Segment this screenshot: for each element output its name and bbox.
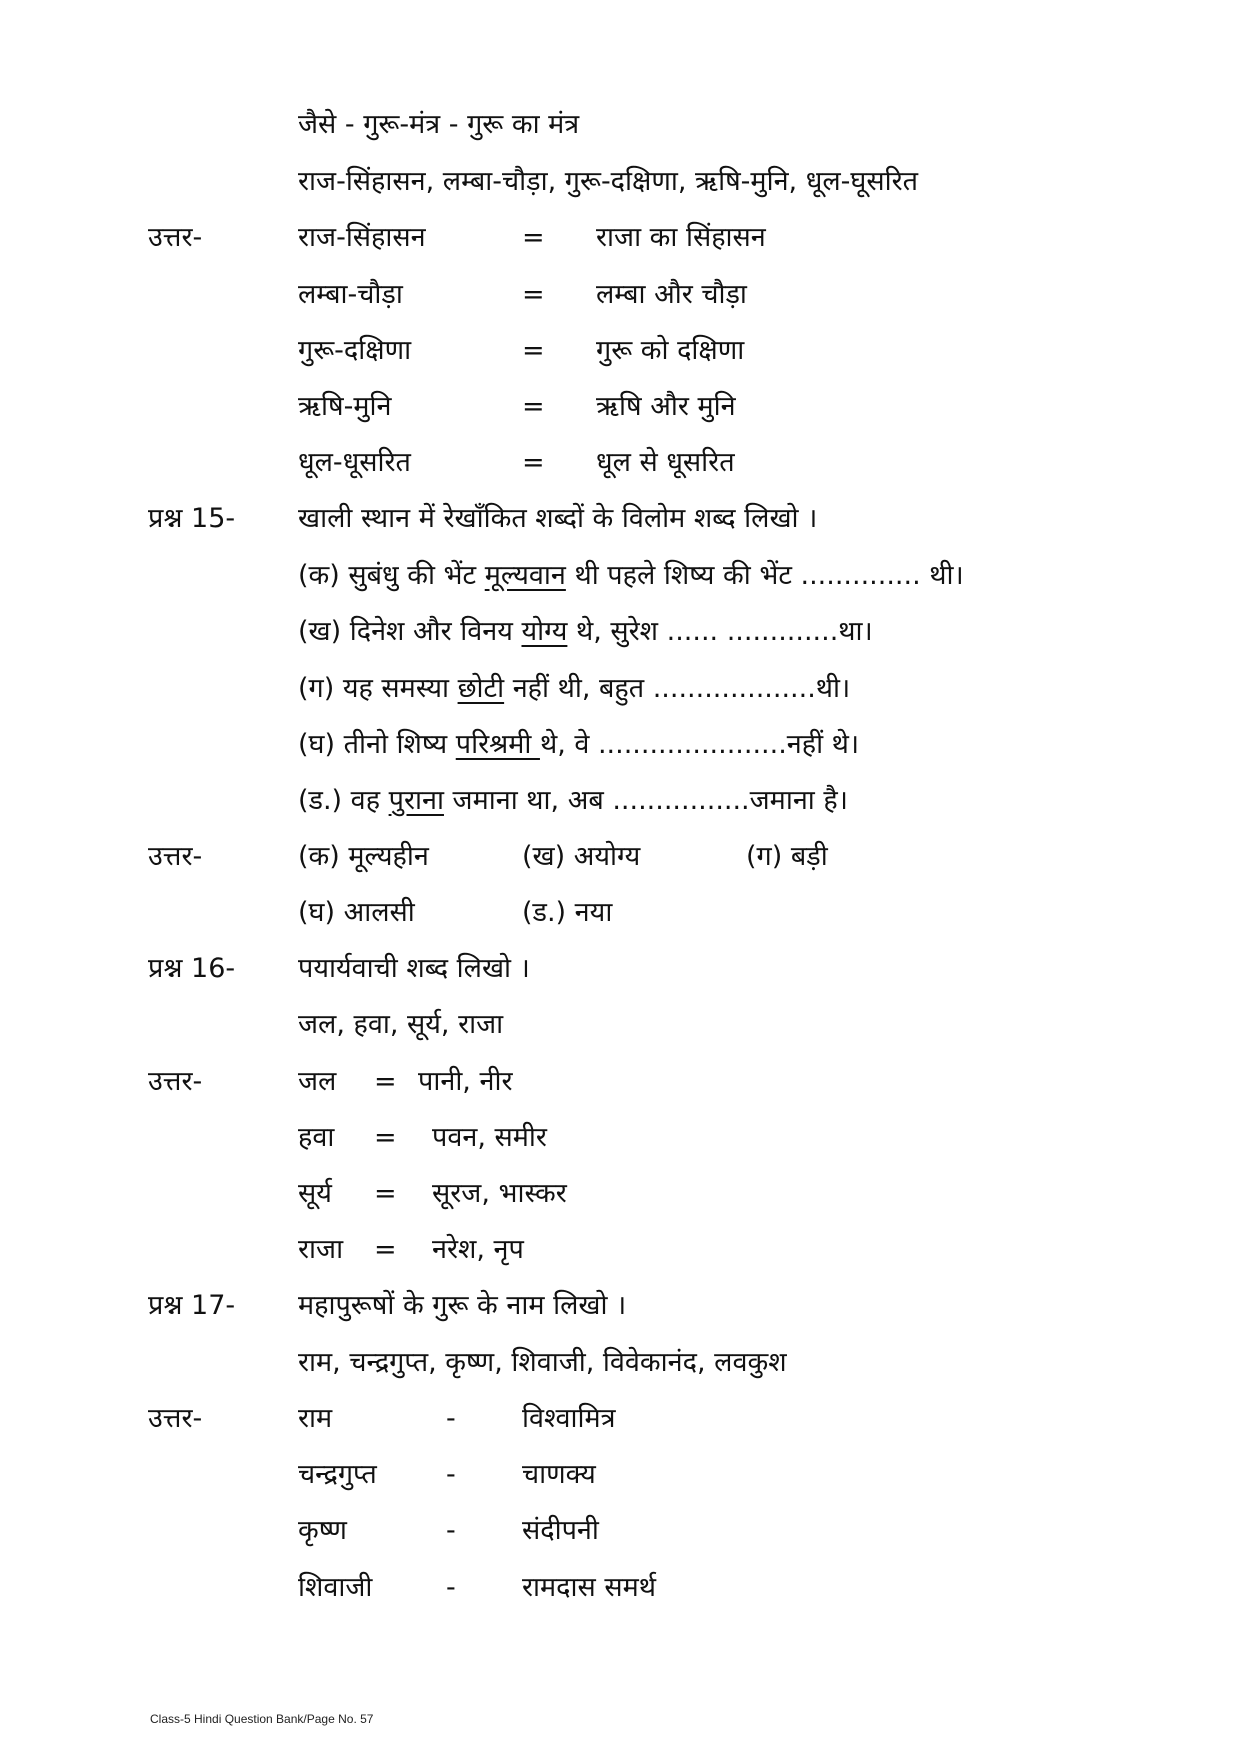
- equals-sign: =: [374, 1066, 397, 1097]
- equals-sign: =: [522, 391, 545, 422]
- fill-blank-item: (क) सुबंधु की भेंट मूल्यवान थी पहले शिष्य की भेंट .............. थी।: [298, 560, 964, 591]
- answer-word: राम: [298, 1403, 333, 1434]
- antonym-answer: (ड.) नया: [522, 897, 613, 928]
- answer-meaning: राजा का सिंहासन: [596, 222, 766, 253]
- question-text: खाली स्थान में रेखाँकित शब्दों के विलोम शब्द लिखो ।: [298, 503, 818, 534]
- answer-word: राजा: [298, 1234, 344, 1265]
- answer-meaning: लम्बा और चौड़ा: [596, 279, 747, 310]
- equals-sign: =: [522, 447, 545, 478]
- answer-word: राज-सिंहासन: [298, 222, 426, 253]
- answer-word: शिवाजी: [298, 1572, 373, 1603]
- synonym-answer: सूरज, भास्कर: [432, 1178, 567, 1209]
- antonym-answer: (ख) अयोग्य: [522, 841, 641, 872]
- equals-sign: =: [374, 1234, 397, 1265]
- question-label: प्रश्न 15-: [148, 503, 236, 534]
- answer-word: लम्बा-चौड़ा: [298, 279, 403, 310]
- answer-word: ऋषि-मुनि: [298, 391, 392, 422]
- guru-answer: रामदास समर्थ: [522, 1572, 656, 1603]
- dash-separator: -: [446, 1403, 456, 1434]
- answer-word: सूर्य: [298, 1178, 332, 1209]
- question-text: महापुरूषों के गुरू के नाम लिखो ।: [298, 1290, 627, 1321]
- dash-separator: -: [446, 1459, 456, 1490]
- synonym-answer: पवन, समीर: [432, 1122, 547, 1153]
- underlined-word: पुराना: [388, 785, 444, 816]
- answer-label: उत्तर-: [148, 1403, 203, 1434]
- question-words: राम, चन्द्रगुप्त, कृष्ण, शिवाजी, विवेकानंद, लवकुश: [298, 1347, 787, 1378]
- answer-word: हवा: [298, 1122, 335, 1153]
- fill-blank-item: (ख) दिनेश और विनय योग्य थे, सुरेश ...... .............था।: [298, 616, 873, 647]
- guru-answer: चाणक्य: [522, 1459, 596, 1490]
- underlined-word: मूल्यवान: [484, 560, 566, 591]
- question-text: पयार्यवाची शब्द लिखो ।: [298, 953, 530, 984]
- underlined-word: योग्य: [521, 616, 568, 647]
- answer-label: उत्तर-: [148, 1066, 203, 1097]
- equals-sign: =: [374, 1178, 397, 1209]
- answer-meaning: धूल से धूसरित: [596, 447, 735, 478]
- answer-word: धूल-धूसरित: [298, 447, 411, 478]
- answer-label: उत्तर-: [148, 222, 203, 253]
- answer-word: गुरू-दक्षिणा: [298, 335, 412, 366]
- compound-words-line: राज-सिंहासन, लम्बा-चौड़ा, गुरू-दक्षिणा, ऋषि-मुनि, धूल-घूसरित: [298, 166, 919, 197]
- answer-label: उत्तर-: [148, 841, 203, 872]
- antonym-answer: (ग) बड़ी: [746, 841, 828, 872]
- synonym-answer: पानी, नीर: [418, 1066, 513, 1097]
- example-line: जैसे - गुरू-मंत्र - गुरू का मंत्र: [298, 109, 580, 140]
- answer-meaning: ऋषि और मुनि: [596, 391, 736, 422]
- dash-separator: -: [446, 1572, 456, 1603]
- answer-meaning: गुरू को दक्षिणा: [596, 335, 745, 366]
- synonym-answer: नरेश, नृप: [432, 1234, 524, 1265]
- antonym-answer: (घ) आलसी: [298, 897, 415, 928]
- guru-answer: विश्वामित्र: [522, 1403, 616, 1434]
- equals-sign: =: [522, 222, 545, 253]
- question-words: जल, हवा, सूर्य, राजा: [298, 1009, 504, 1040]
- answer-word: कृष्ण: [298, 1515, 347, 1546]
- question-label: प्रश्न 17-: [148, 1290, 236, 1321]
- equals-sign: =: [522, 279, 545, 310]
- underlined-word: परिश्रमी: [455, 729, 540, 760]
- antonym-answer: (क) मूल्यहीन: [298, 841, 429, 872]
- fill-blank-item: (ड.) वह पुराना जमाना था, अब ................जमाना है।: [298, 785, 848, 816]
- dash-separator: -: [446, 1515, 456, 1546]
- equals-sign: =: [522, 335, 545, 366]
- page-footer: Class-5 Hindi Question Bank/Page No. 57: [150, 1712, 374, 1726]
- underlined-word: छोटी: [457, 673, 505, 704]
- equals-sign: =: [374, 1122, 397, 1153]
- answer-word: चन्द्रगुप्त: [298, 1459, 377, 1490]
- fill-blank-item: (घ) तीनो शिष्य परिश्रमी थे, वे ......................नहीं थे।: [298, 729, 860, 760]
- fill-blank-item: (ग) यह समस्या छोटी नहीं थी, बहुत ...................थी।: [298, 673, 851, 704]
- answer-word: जल: [298, 1066, 337, 1097]
- question-label: प्रश्न 16-: [148, 953, 236, 984]
- guru-answer: संदीपनी: [522, 1515, 599, 1546]
